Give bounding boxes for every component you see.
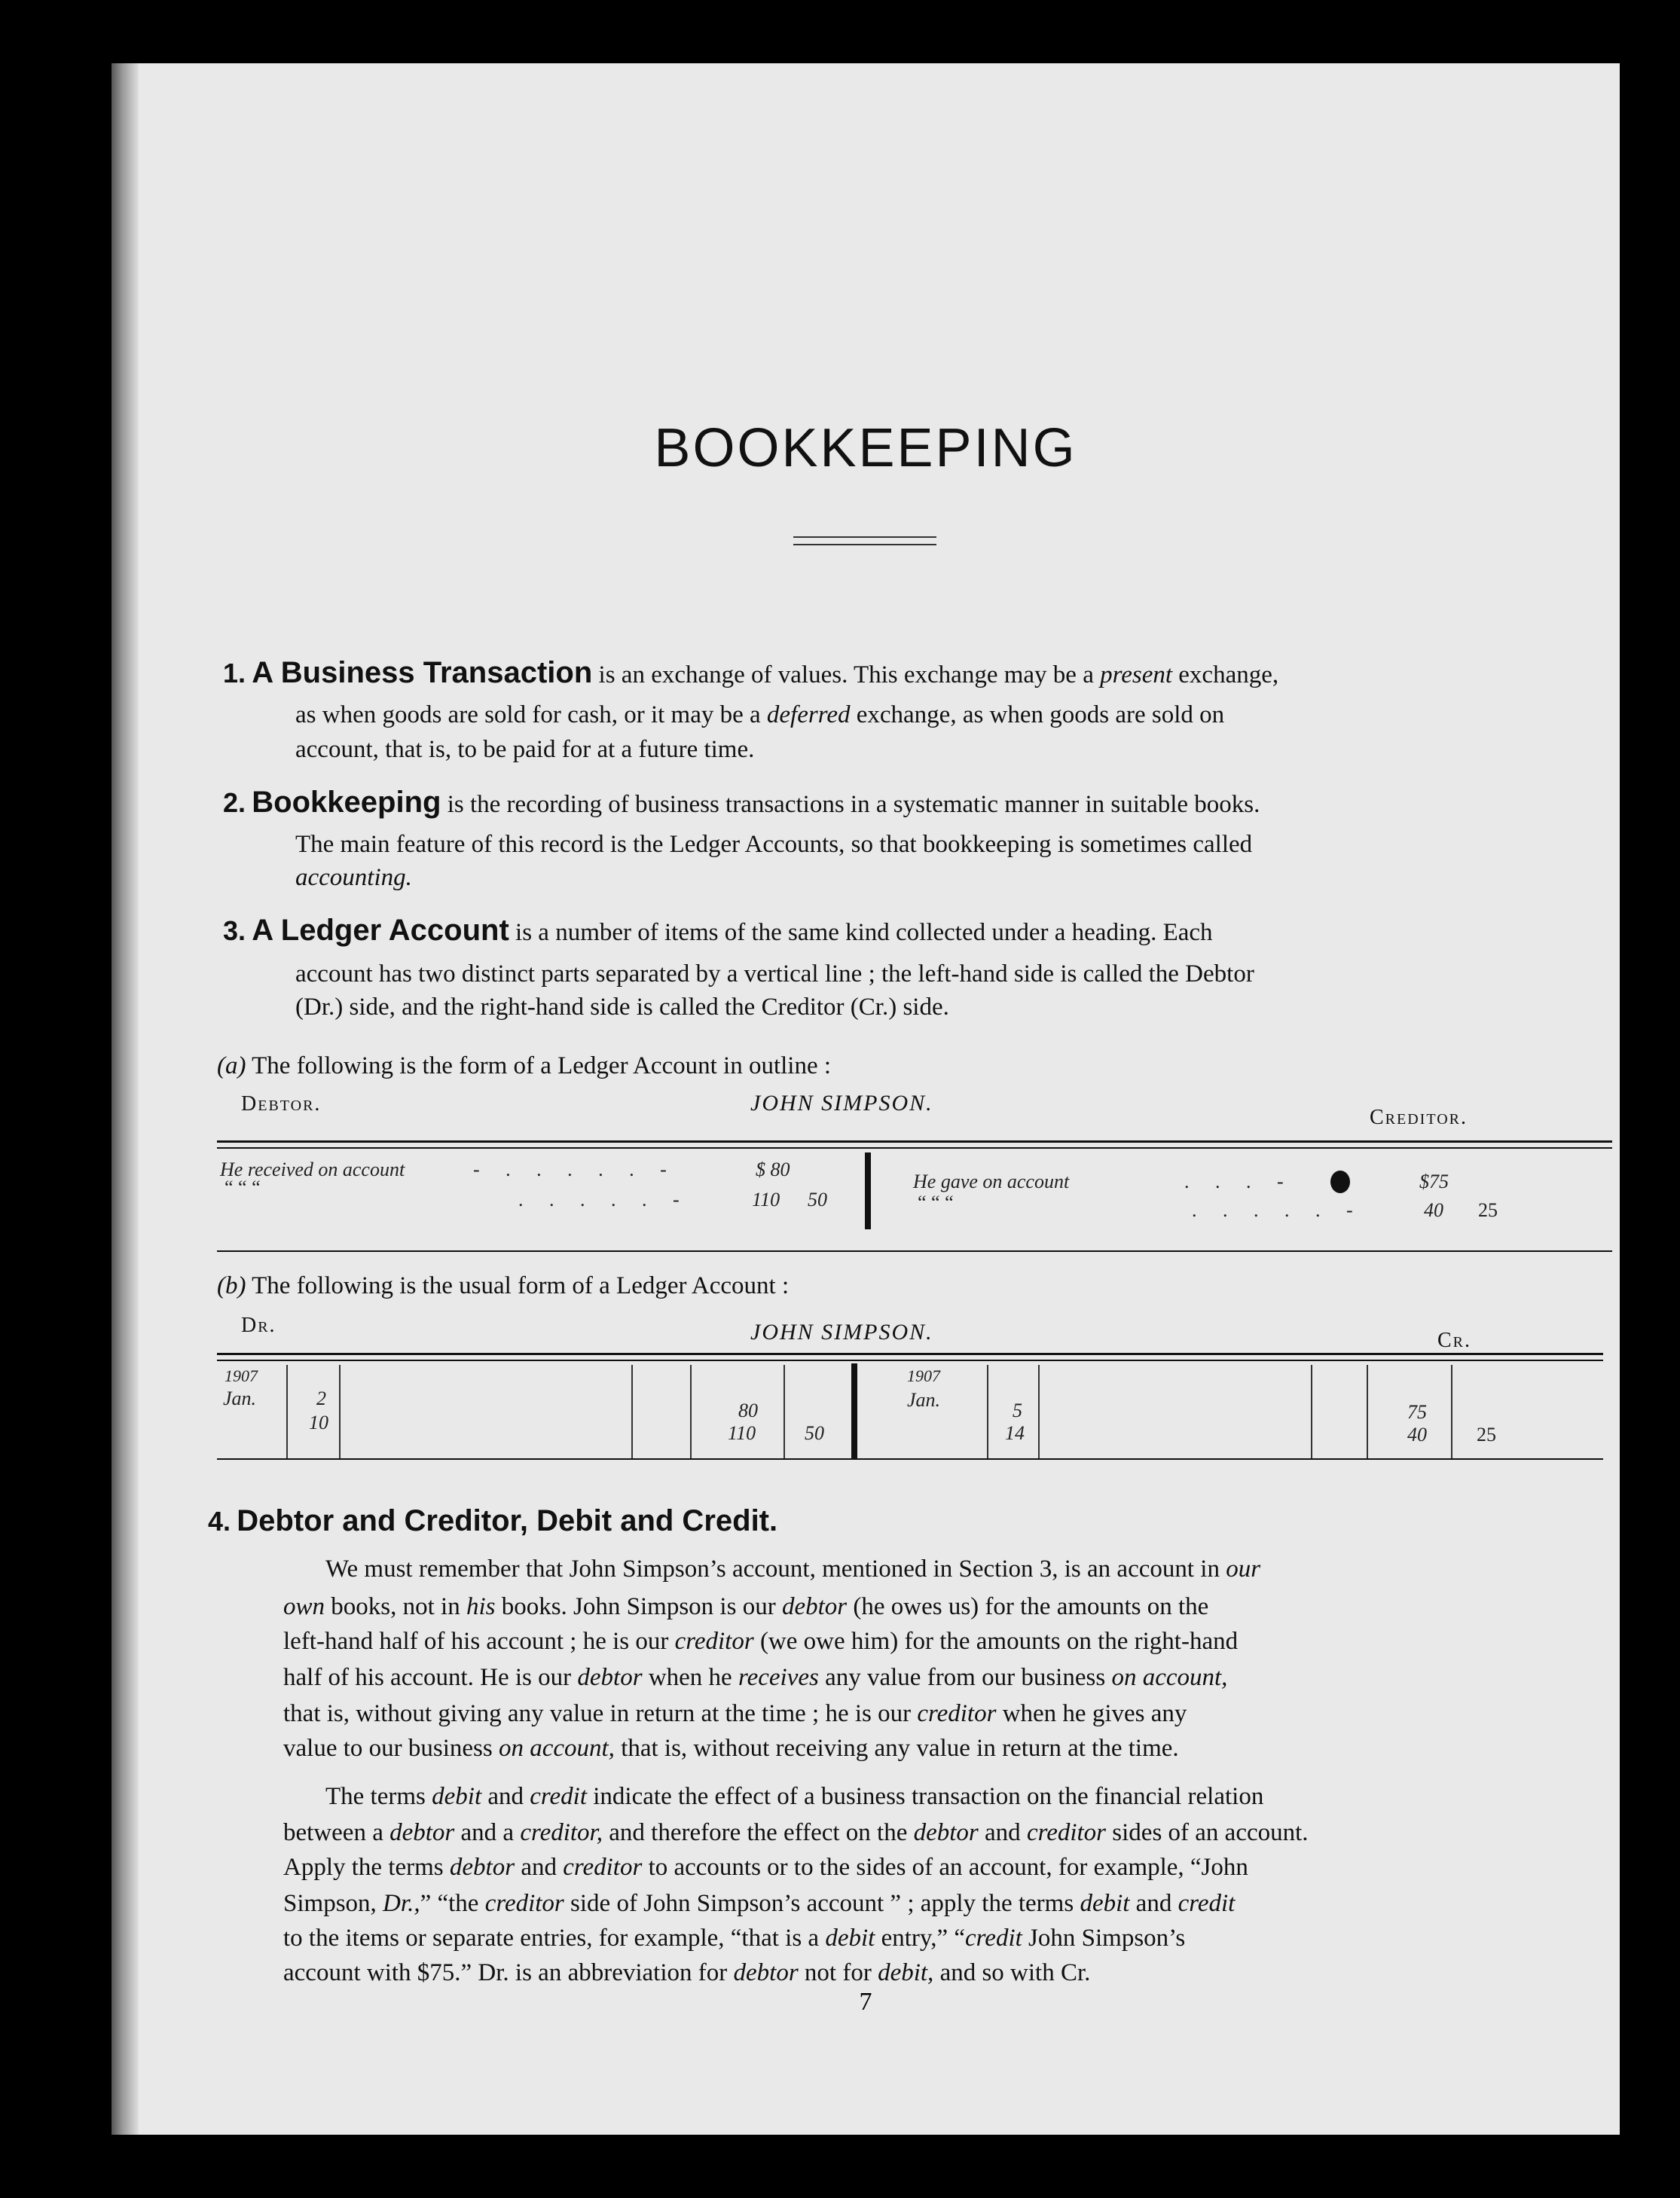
section-4-text: and — [1129, 1890, 1178, 1917]
ledger-b-col-rule — [631, 1365, 633, 1458]
section-2-line-1 — [223, 785, 1617, 822]
section-2-heading: Bookkeeping — [252, 786, 441, 819]
binding-edge — [111, 63, 139, 2135]
ledger-b-right-month: Jan. — [907, 1389, 941, 1411]
section-4-text: (we owe him) for the amounts on the right-hand — [753, 1628, 1239, 1655]
section-4-p1-line-1 — [325, 1552, 1617, 1586]
section-4-italic: credit — [1178, 1890, 1236, 1917]
section-4-italic: creditor, — [520, 1819, 603, 1846]
ledger-b-left-day-1: 2 — [316, 1387, 326, 1409]
ledger-a-right-header: Creditor. — [1370, 1106, 1468, 1129]
section-4-text: to the items or separate entries, for example, “that is a — [283, 1925, 826, 1952]
section-4-text: not for — [798, 1959, 878, 1986]
section-4-p1-line-5 — [283, 1696, 1617, 1731]
section-4-italic: debtor — [449, 1854, 515, 1881]
ledger-b-col-rule — [339, 1365, 341, 1458]
section-4-text: when he — [642, 1664, 738, 1691]
section-1-heading: A Business Transaction — [252, 656, 593, 689]
section-4-text: that is, without receiving any value in return at the time. — [614, 1735, 1179, 1762]
ledger-b-left-month: Jan. — [223, 1387, 257, 1409]
ledger-a-left-row-2-ditto: “ “ “ — [225, 1177, 261, 1198]
section-4-text: and — [978, 1819, 1027, 1846]
ledger-b-col-rule — [783, 1365, 785, 1458]
section-3-line-2: account has two distinct parts separated by a vertical line ; the left-hand side is called the Debtor — [295, 960, 1254, 988]
section-4-number: 4. — [208, 1506, 231, 1537]
section-4-text: that is, without giving any value in return at the time ; he is our — [283, 1700, 918, 1727]
section-4-text: and so with Cr. — [933, 1959, 1091, 1986]
ledger-b-intro-text: The following is the usual form of a Ledger Account : — [252, 1272, 790, 1299]
section-4-italic: creditor — [1026, 1819, 1107, 1846]
section-3-text: is a number of items of the same kind collected under a heading. Each — [515, 919, 1213, 946]
ledger-a-right-row-2-cents: 25 — [1478, 1199, 1498, 1221]
section-4-p2-line-5 — [283, 1921, 1617, 1955]
section-4-text: indicate the effect of a business transaction on the financial relation — [587, 1783, 1264, 1810]
section-4-p1-line-3 — [283, 1624, 1617, 1659]
section-4-italic: his — [466, 1593, 496, 1620]
ledger-b-right-cents-2: 25 — [1477, 1424, 1496, 1445]
section-4-heading-line — [208, 1503, 1609, 1540]
section-4-italic: debit — [1080, 1890, 1130, 1917]
ledger-a-left-row-2-cents: 50 — [808, 1189, 827, 1210]
section-4-italic: debit — [825, 1925, 875, 1952]
section-4-italic: debtor — [577, 1664, 643, 1691]
ledger-a-left-row-2-dots: . . . . . - — [518, 1189, 690, 1210]
section-4-p1-line-2 — [283, 1589, 1617, 1624]
section-4-text: and — [515, 1854, 564, 1881]
ledger-a-right-row-2-amount: 40 — [1424, 1199, 1443, 1221]
ledger-b-col-rule — [1038, 1365, 1040, 1458]
section-4-italic: Dr., — [383, 1890, 420, 1917]
section-4-text: half of his account. He is our — [283, 1664, 578, 1691]
ledger-b-account-name: JOHN SIMPSON. — [750, 1320, 933, 1345]
ledger-b-divider — [851, 1363, 857, 1458]
section-4-text: account with $75.” Dr. is an abbreviation for — [283, 1959, 734, 1986]
section-4-text: Apply the terms — [283, 1854, 450, 1881]
ledger-b-col-rule — [1451, 1365, 1452, 1458]
section-2-line-3 — [295, 860, 1617, 895]
section-4-text: Simpson, — [283, 1890, 383, 1917]
ledger-b-col-rule — [286, 1365, 288, 1458]
section-4-italic: credit — [530, 1783, 588, 1810]
ledger-b-col-rule — [987, 1365, 988, 1458]
section-4-text: between a — [283, 1819, 390, 1846]
section-4-text: books, not in — [325, 1593, 466, 1620]
section-1-line-3: account, that is, to be paid for at a future time. — [295, 736, 755, 763]
ledger-b-bottom-rule — [217, 1458, 1603, 1460]
section-4-italic: creditor — [484, 1890, 564, 1917]
section-4-italic: debtor — [913, 1819, 979, 1846]
section-4-text: sides of an account. — [1106, 1819, 1309, 1846]
section-4-text: John Simpson’s — [1022, 1925, 1186, 1952]
section-4-p2-line-1 — [325, 1779, 1617, 1814]
ledger-b-intro — [217, 1268, 1573, 1303]
section-4-italic: our — [1226, 1555, 1261, 1583]
section-4-italic: credit — [965, 1925, 1022, 1952]
section-4-p1-line-6 — [283, 1731, 1617, 1766]
ledger-b-col-rule — [1367, 1365, 1368, 1458]
ledger-a-right-row-1-amount: $75 — [1419, 1171, 1449, 1192]
section-4-text: (he owes us) for the amounts on the — [847, 1593, 1209, 1620]
ledger-b-left-amount-2: 110 — [728, 1422, 756, 1444]
page-title: BOOKKEEPING — [654, 418, 1077, 478]
section-1-number: 1. — [223, 658, 246, 688]
section-3-heading: A Ledger Account — [252, 914, 509, 947]
section-4-text: value to our business — [283, 1735, 499, 1762]
section-4-p2-line-2 — [283, 1815, 1617, 1850]
section-4-p2-line-3 — [283, 1850, 1617, 1885]
section-1-italic: deferred — [766, 701, 851, 728]
section-4-italic: debtor — [781, 1593, 848, 1620]
section-4-heading: Debtor and Creditor, Debit and Credit. — [237, 1504, 778, 1537]
section-1-line-1 — [223, 655, 1617, 692]
ink-blot — [1330, 1171, 1350, 1193]
section-4-italic: debit, — [878, 1959, 934, 1986]
section-4-text: and therefore the effect on the — [603, 1819, 914, 1846]
page-number: 7 — [859, 1988, 872, 2016]
ledger-a-right-row-1-dots: . . . - — [1184, 1171, 1294, 1192]
section-1-text: as when goods are sold for cash, or it may be a — [295, 701, 767, 728]
section-3-line-3: (Dr.) side, and the right-hand side is called the Creditor (Cr.) side. — [295, 994, 949, 1021]
ledger-a-intro-text: The following is the form of a Ledger Account in outline : — [252, 1052, 832, 1079]
section-1-text: is an exchange of values. This exchange may be a — [598, 661, 1101, 688]
section-2-italic: accounting. — [295, 864, 412, 891]
section-1-line-2 — [295, 698, 1617, 732]
section-4-italic: debtor — [733, 1959, 799, 1986]
section-4-italic: on account, — [1111, 1664, 1228, 1691]
section-1-italic: present — [1100, 661, 1173, 688]
section-4-text: We must remember that John Simpson’s account, mentioned in Section 3, is an account in — [325, 1555, 1226, 1583]
ledger-b-right-header: Cr. — [1437, 1329, 1472, 1352]
section-4-italic: debit — [432, 1783, 482, 1810]
ledger-a-top-rule — [217, 1140, 1612, 1149]
section-4-text: ” “the — [420, 1890, 485, 1917]
ledger-b-right-day-1: 5 — [1013, 1400, 1022, 1421]
ledger-b-top-rule — [217, 1353, 1603, 1361]
section-4-text: side of John Simpson’s account ” ; apply the terms — [564, 1890, 1080, 1917]
section-1-text: exchange, as when goods are sold on — [850, 701, 1225, 728]
ledger-b-col-rule — [1311, 1365, 1312, 1458]
ledger-b-left-amount-1: 80 — [738, 1400, 758, 1421]
section-3-number: 3. — [223, 915, 246, 946]
ledger-b-right-day-2: 14 — [1005, 1422, 1025, 1444]
section-3-line-1 — [223, 913, 1617, 950]
section-4-p1-line-4 — [283, 1660, 1617, 1695]
ledger-b-right-amount-1: 75 — [1407, 1401, 1427, 1423]
section-4-italic: creditor — [674, 1628, 754, 1655]
section-4-italic: own — [283, 1593, 325, 1620]
ledger-a-right-row-2-ditto: “ “ “ — [918, 1192, 954, 1213]
section-4-p2-line-4 — [283, 1886, 1617, 1921]
section-4-text: books. John Simpson is our — [495, 1593, 782, 1620]
ledger-a-right-row-1-label: He gave on account — [913, 1171, 1070, 1192]
section-4-text: when he gives any — [996, 1700, 1187, 1727]
ledger-a-left-row-1-label: He received on account — [220, 1159, 405, 1180]
ledger-b-label: (b) — [217, 1272, 246, 1299]
section-4-italic: creditor — [563, 1854, 643, 1881]
section-2-line-2: The main feature of this record is the Ledger Accounts, so that bookkeeping is sometimes called — [295, 831, 1253, 858]
section-4-text: left-hand half of his account ; he is our — [283, 1628, 675, 1655]
ledger-b-left-day-2: 10 — [309, 1412, 328, 1433]
section-2-text: is the recording of business transactions in a systematic manner in suitable books. — [447, 791, 1260, 818]
section-4-text: and — [481, 1783, 530, 1810]
title-rule — [793, 536, 936, 545]
ledger-a-left-header: Debtor. — [241, 1092, 322, 1116]
ledger-a-intro — [217, 1049, 1573, 1083]
section-4-p2-line-6 — [283, 1955, 1617, 1990]
ledger-a-bottom-rule — [217, 1250, 1612, 1252]
ledger-a-divider — [865, 1152, 871, 1229]
ledger-a-label: (a) — [217, 1052, 246, 1079]
section-4-text: any value from our business — [818, 1664, 1112, 1691]
section-4-text: and a — [454, 1819, 521, 1846]
ledger-b-right-year: 1907 — [907, 1366, 940, 1385]
ledger-a-account-name: JOHN SIMPSON. — [750, 1091, 933, 1116]
section-4-italic: debtor — [389, 1819, 455, 1846]
section-4-text: entry,” “ — [875, 1925, 966, 1952]
section-4-text: to accounts or to the sides of an account, for example, “John — [642, 1854, 1248, 1881]
ledger-b-left-header: Dr. — [241, 1314, 276, 1337]
ledger-a-left-row-2-amount: 110 — [752, 1189, 780, 1210]
section-4-italic: creditor — [917, 1700, 997, 1727]
ledger-a-left-row-1-amount: $ 80 — [756, 1159, 790, 1180]
section-4-italic: receives — [738, 1664, 819, 1691]
book-page — [111, 63, 1620, 2135]
ledger-a-right-row-2-dots: . . . . . - — [1192, 1199, 1364, 1221]
ledger-b-left-year: 1907 — [225, 1366, 258, 1385]
section-2-number: 2. — [223, 787, 246, 818]
ledger-b-left-cents-2: 50 — [805, 1422, 824, 1444]
section-4-italic: on account, — [498, 1735, 615, 1762]
ledger-b-right-amount-2: 40 — [1407, 1424, 1427, 1445]
ledger-b-col-rule — [690, 1365, 692, 1458]
section-4-text: The terms — [325, 1783, 432, 1810]
section-1-text: exchange, — [1172, 661, 1279, 688]
ledger-a-left-row-1-dots: - . . . . . - — [473, 1159, 677, 1180]
